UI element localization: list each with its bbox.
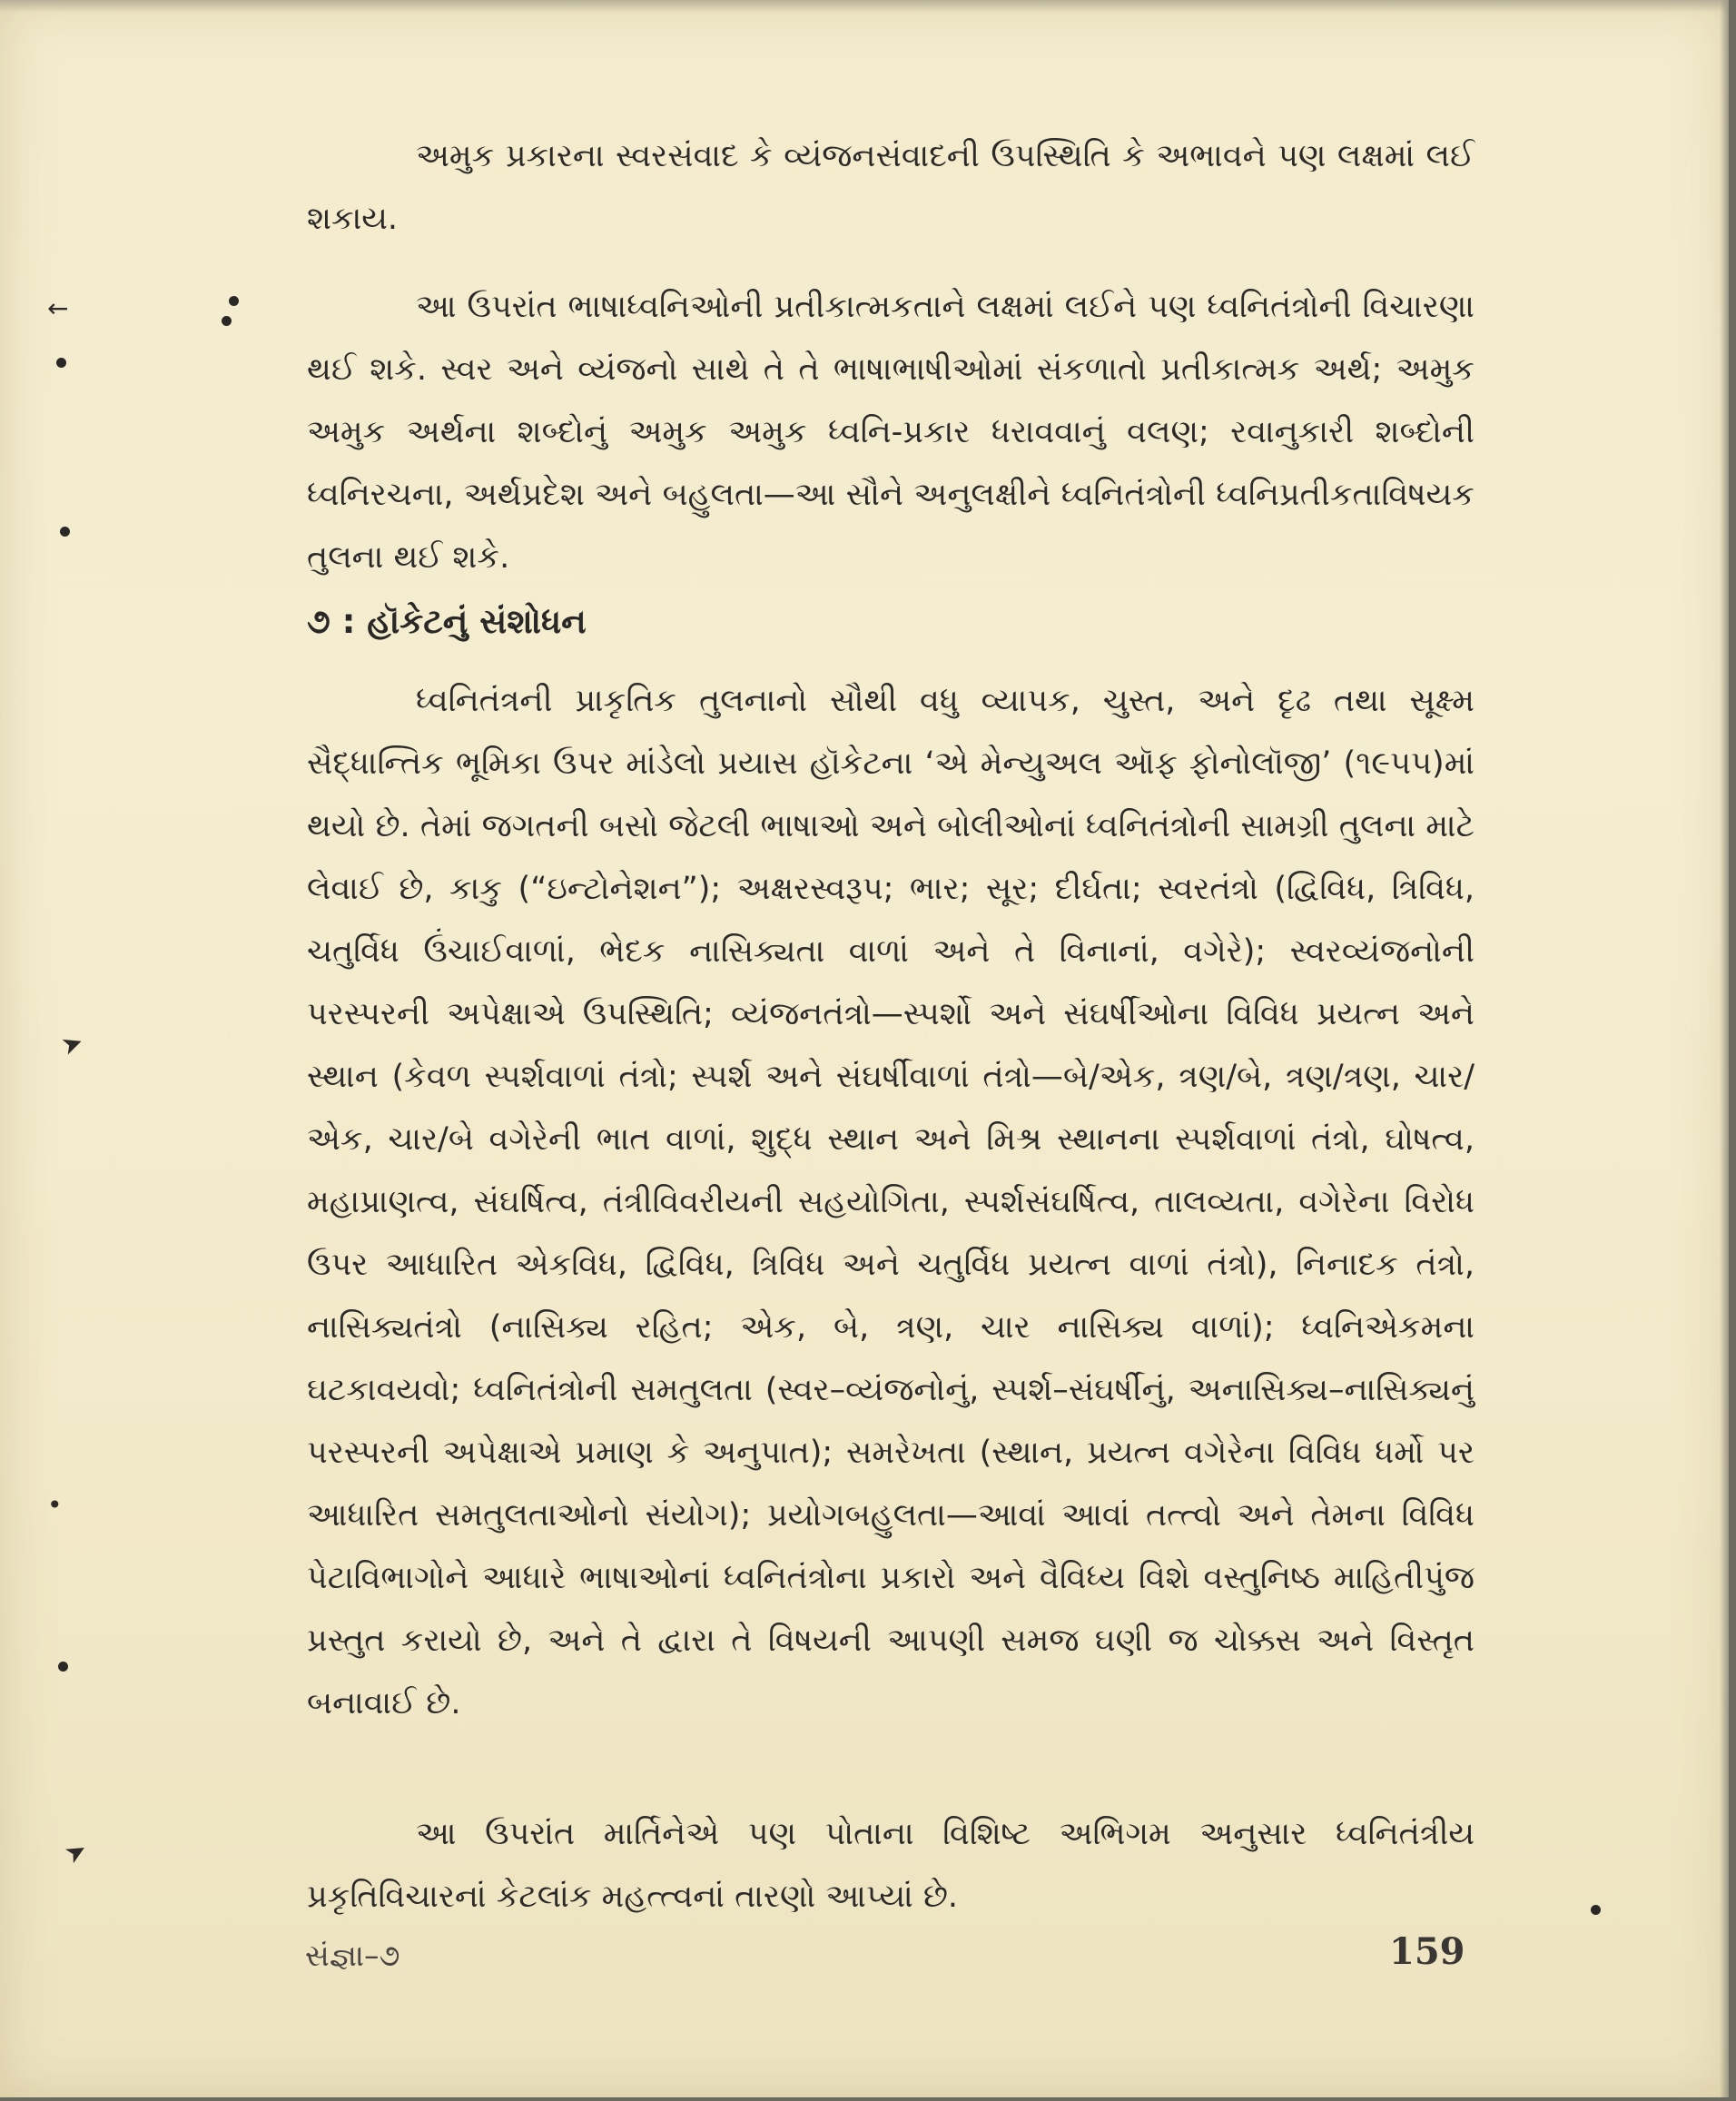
paragraph-4: આ ઉપરાંત માર્તિનેએ પણ પોતાના વિશિષ્ટ અભિગમ અનુસાર ધ્વનિતંત્રીય પ્રકૃતિવિચારનાં કેટલાંક મહત્ત્વનાં તારણો આપ્યાં છે. — [307, 1816, 1475, 1915]
margin-dot-mark — [58, 1662, 68, 1672]
margin-smudge-mark: • — [47, 1490, 63, 1520]
page-number: 159 — [1389, 1930, 1465, 1973]
margin-dot-mark — [222, 316, 232, 326]
footer-running-label: સંજ્ઞા–૭ — [305, 1938, 400, 1973]
margin-dot-mark — [1591, 1905, 1601, 1915]
paragraph-3: ધ્વનિતંત્રની પ્રાકૃતિક તુલનાનો સૌથી વધુ વ્યાપક, ચુસ્ત, અને દૃઢ તથા સૂક્ષ્મ સૈદ્ધાન્તિક ભૂમિકા ઉપર માંડેલો પ્રયાસ હૉકેટના ‘એ મેન્યુઅલ ઑફ ફોનોલૉજી’ (૧૯૫૫)માં થયો છે. તેમાં જગતની બસો જેટલી ભાષાઓ અને બોલીઓનાં ધ્વનિતંત્રોની સામગ્રી તુલના માટે લેવાઈ છે, કાકુ (“ઇન્ટોનેશન”); અક્ષરસ્વરૂપ; ભાર; સૂર; દીર્ઘતા; સ્વરતંત્રો (દ્વિવિધ, ત્રિવિધ, ચતુર્વિધ ઉંચાઈવાળાં, ભેદક નાસિક્યતા વાળાં અને તે વિનાનાં, વગેરે); સ્વરવ્યંજનોની પરસ્પરની અપેક્ષાએ ઉપસ્થિતિ; વ્યંજનતંત્રો—સ્પર્શો અને સંઘર્ષીઓના વિવિધ પ્રયત્ન અને સ્થાન (કેવળ સ્પર્શવાળાં તંત્રો; સ્પર્શ અને સંઘર્ષીવાળાં તંત્રો—બે/એક, ત્રણ/બે, ત્રણ/ત્રણ, ચાર/એક, ચાર/બે વગેરેની ભાત વાળાં, શુદ્ધ સ્થાન અને મિશ્ર સ્થાનના સ્પર્શવાળાં તંત્રો, ઘોષત્વ, મહાપ્રાણત્વ, સંઘર્ષિત્વ, તંત્રીવિવરીયની સહયોગિતા, સ્પર્શસંઘર્ષિત્વ, તાલવ્યતા, વગેરેના વિરોધ ઉપર આધારિત એકવિધ, દ્વિવિધ, ત્રિવિધ અને ચતુર્વિધ પ્રયત્ન વાળાં તંત્રો), નિનાદક તંત્રો, નાસિક્યતંત્રો (નાસિક્ય રહિત; એક, બે, ત્રણ, ચાર નાસિક્ય વાળાં); ધ્વનિએકમના ઘટકાવયવો; ધ્વનિતંત્રોની સમતુલતા (સ્વર–વ્યંજનોનું, સ્પર્શ–સંઘર્ષીનું, અનાસિક્ય–નાસિક્યનું પરસ્પરની અપેક્ષાએ પ્રમાણ કે અનુપાત); સમરેખતા (સ્થાન, પ્રયત્ન વગેરેના વિવિધ ધર્મો પર આધારિત સમતુલતાઓનો સંયોગ); પ્રયોગબહુલતા—આવાં આવાં તત્ત્વો અને તેમના વિવિધ પેટાવિભાગોને આધારે ભાષાઓનાં ધ્વનિતંત્રોના પ્રકારો અને વૈવિધ્ય વિશે વસ્તુનિષ્ઠ માહિતીપુંજ પ્રસ્તુત કરાયો છે, અને તે દ્વારા તે વિષયની આપણી સમજ ઘણી જ ચોક્કસ અને વિસ્તૃત બનાવાઈ છે. — [307, 683, 1475, 1721]
margin-tick-mark: ➤ — [59, 1833, 93, 1870]
margin-tick-mark: ➤ — [56, 1026, 88, 1062]
margin-dot-mark — [56, 358, 66, 368]
paragraph-2: આ ઉપરાંત ભાષાધ્વનિઓની પ્રતીકાત્મકતાને લક્ષમાં લઈને પણ ધ્વનિતંત્રોની વિચારણા થઈ શકે. સ્વર અને વ્યંજનો સાથે તે તે ભાષાભાષીઓમાં સંકળાતો પ્રતીકાત્મક અર્થ; અમુક અમુક અર્થના શબ્દોનું અમુક અમુક ધ્વનિ-પ્રકાર ધરાવવાનું વલણ; રવાનુકારી શબ્દોની ધ્વનિરચના, અર્થપ્રદેશ અને બહુલતા—આ સૌને અનુલક્ષીને ધ્વનિતંત્રોની ધ્વનિપ્રતીકતાવિષયક તુલના થઈ શકે. — [307, 289, 1475, 576]
margin-dot-mark — [229, 296, 239, 306]
section-heading: ૭ : હૉકેટનું સંશોધન — [307, 602, 587, 641]
margin-dot-mark — [60, 527, 70, 537]
paragraph-1: અમુક પ્રકારના સ્વરસંવાદ કે વ્યંજનસંવાદની ઉપસ્થિતિ કે અભાવને પણ લક્ષમાં લઈ શકાય. — [307, 138, 1475, 237]
margin-arrow-mark: ← — [47, 293, 69, 323]
